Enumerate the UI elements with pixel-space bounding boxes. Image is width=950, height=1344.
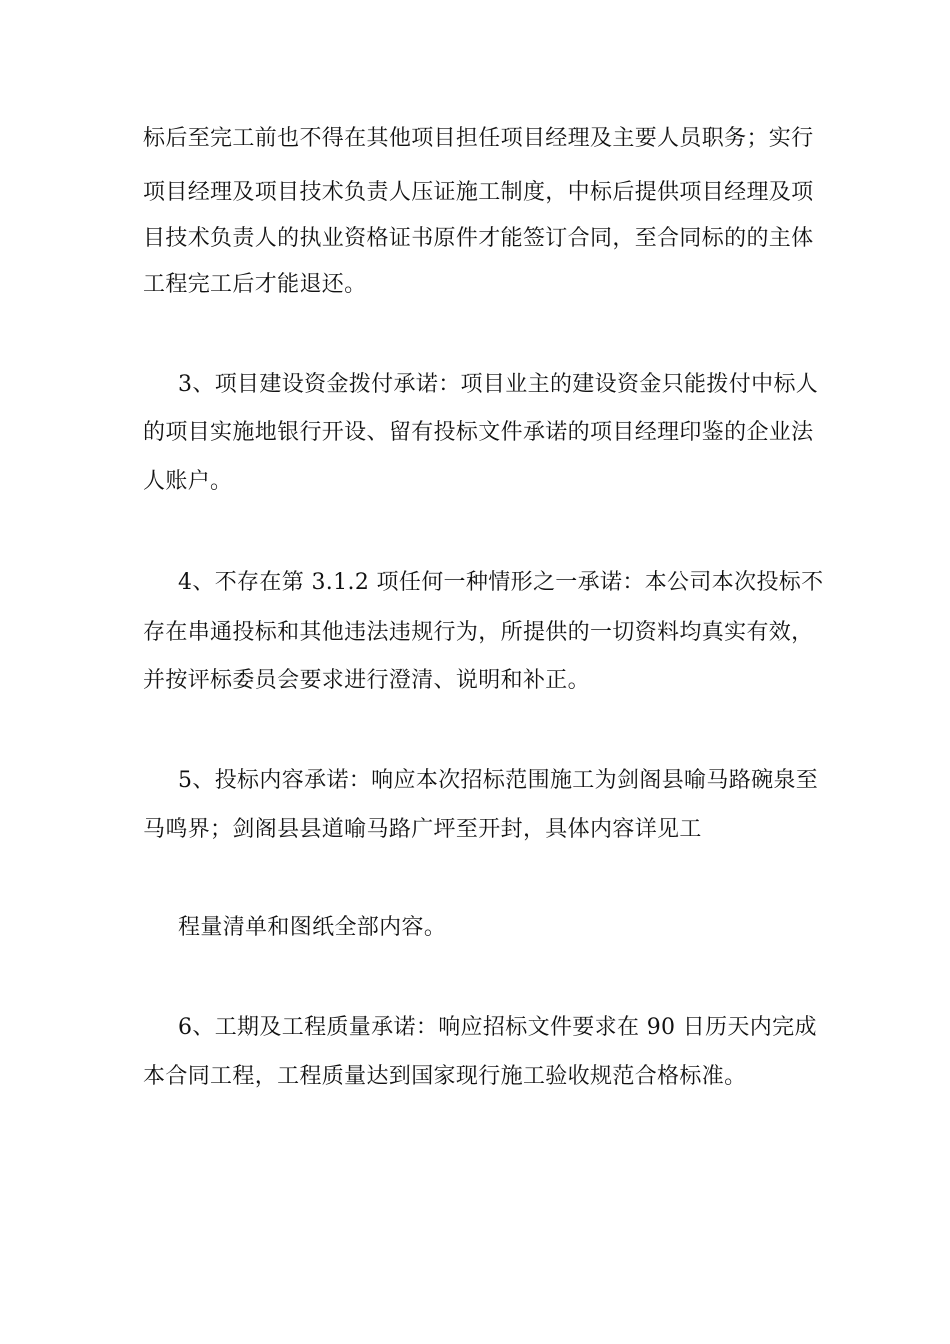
text-line: 目技术负责人的执业资格证书原件才能签订合同，至合同标的的主体 bbox=[143, 226, 814, 251]
text-line: 程量清单和图纸全部内容。 bbox=[178, 915, 447, 940]
text-line: 人账户。 bbox=[143, 469, 233, 494]
text-line: 工程完工后才能退还。 bbox=[143, 272, 367, 297]
text-line: 项目经理及项目技术负责人压证施工制度，中标后提供项目经理及项 bbox=[143, 180, 814, 205]
text-line: 本合同工程，工程质量达到国家现行施工验收规范合格标准。 bbox=[143, 1064, 747, 1089]
text-line: 标后至完工前也不得在其他项目担任项目经理及主要人员职务；实行 bbox=[143, 126, 814, 151]
text-line: 并按评标委员会要求进行澄清、说明和补正。 bbox=[143, 668, 591, 693]
text-line: 的项目实施地银行开设、留有投标文件承诺的项目经理印鉴的企业法 bbox=[143, 420, 814, 445]
text-line: 马鸣界；剑阁县县道喻马路广坪至开封，具体内容详见工 bbox=[143, 817, 702, 842]
text-line: 存在串通投标和其他违法违规行为，所提供的一切资料均真实有效， bbox=[143, 620, 814, 645]
text-line: 4、不存在第 3.1.2 项任何一种情形之一承诺：本公司本次投标不 bbox=[178, 570, 824, 595]
text-line: 6、工期及工程质量承诺：响应招标文件要求在 90 日历天内完成 bbox=[178, 1015, 817, 1040]
text-line: 5、投标内容承诺：响应本次招标范围施工为剑阁县喻马路碗泉至 bbox=[178, 768, 819, 793]
text-line: 3、项目建设资金拨付承诺：项目业主的建设资金只能拨付中标人 bbox=[178, 372, 819, 397]
